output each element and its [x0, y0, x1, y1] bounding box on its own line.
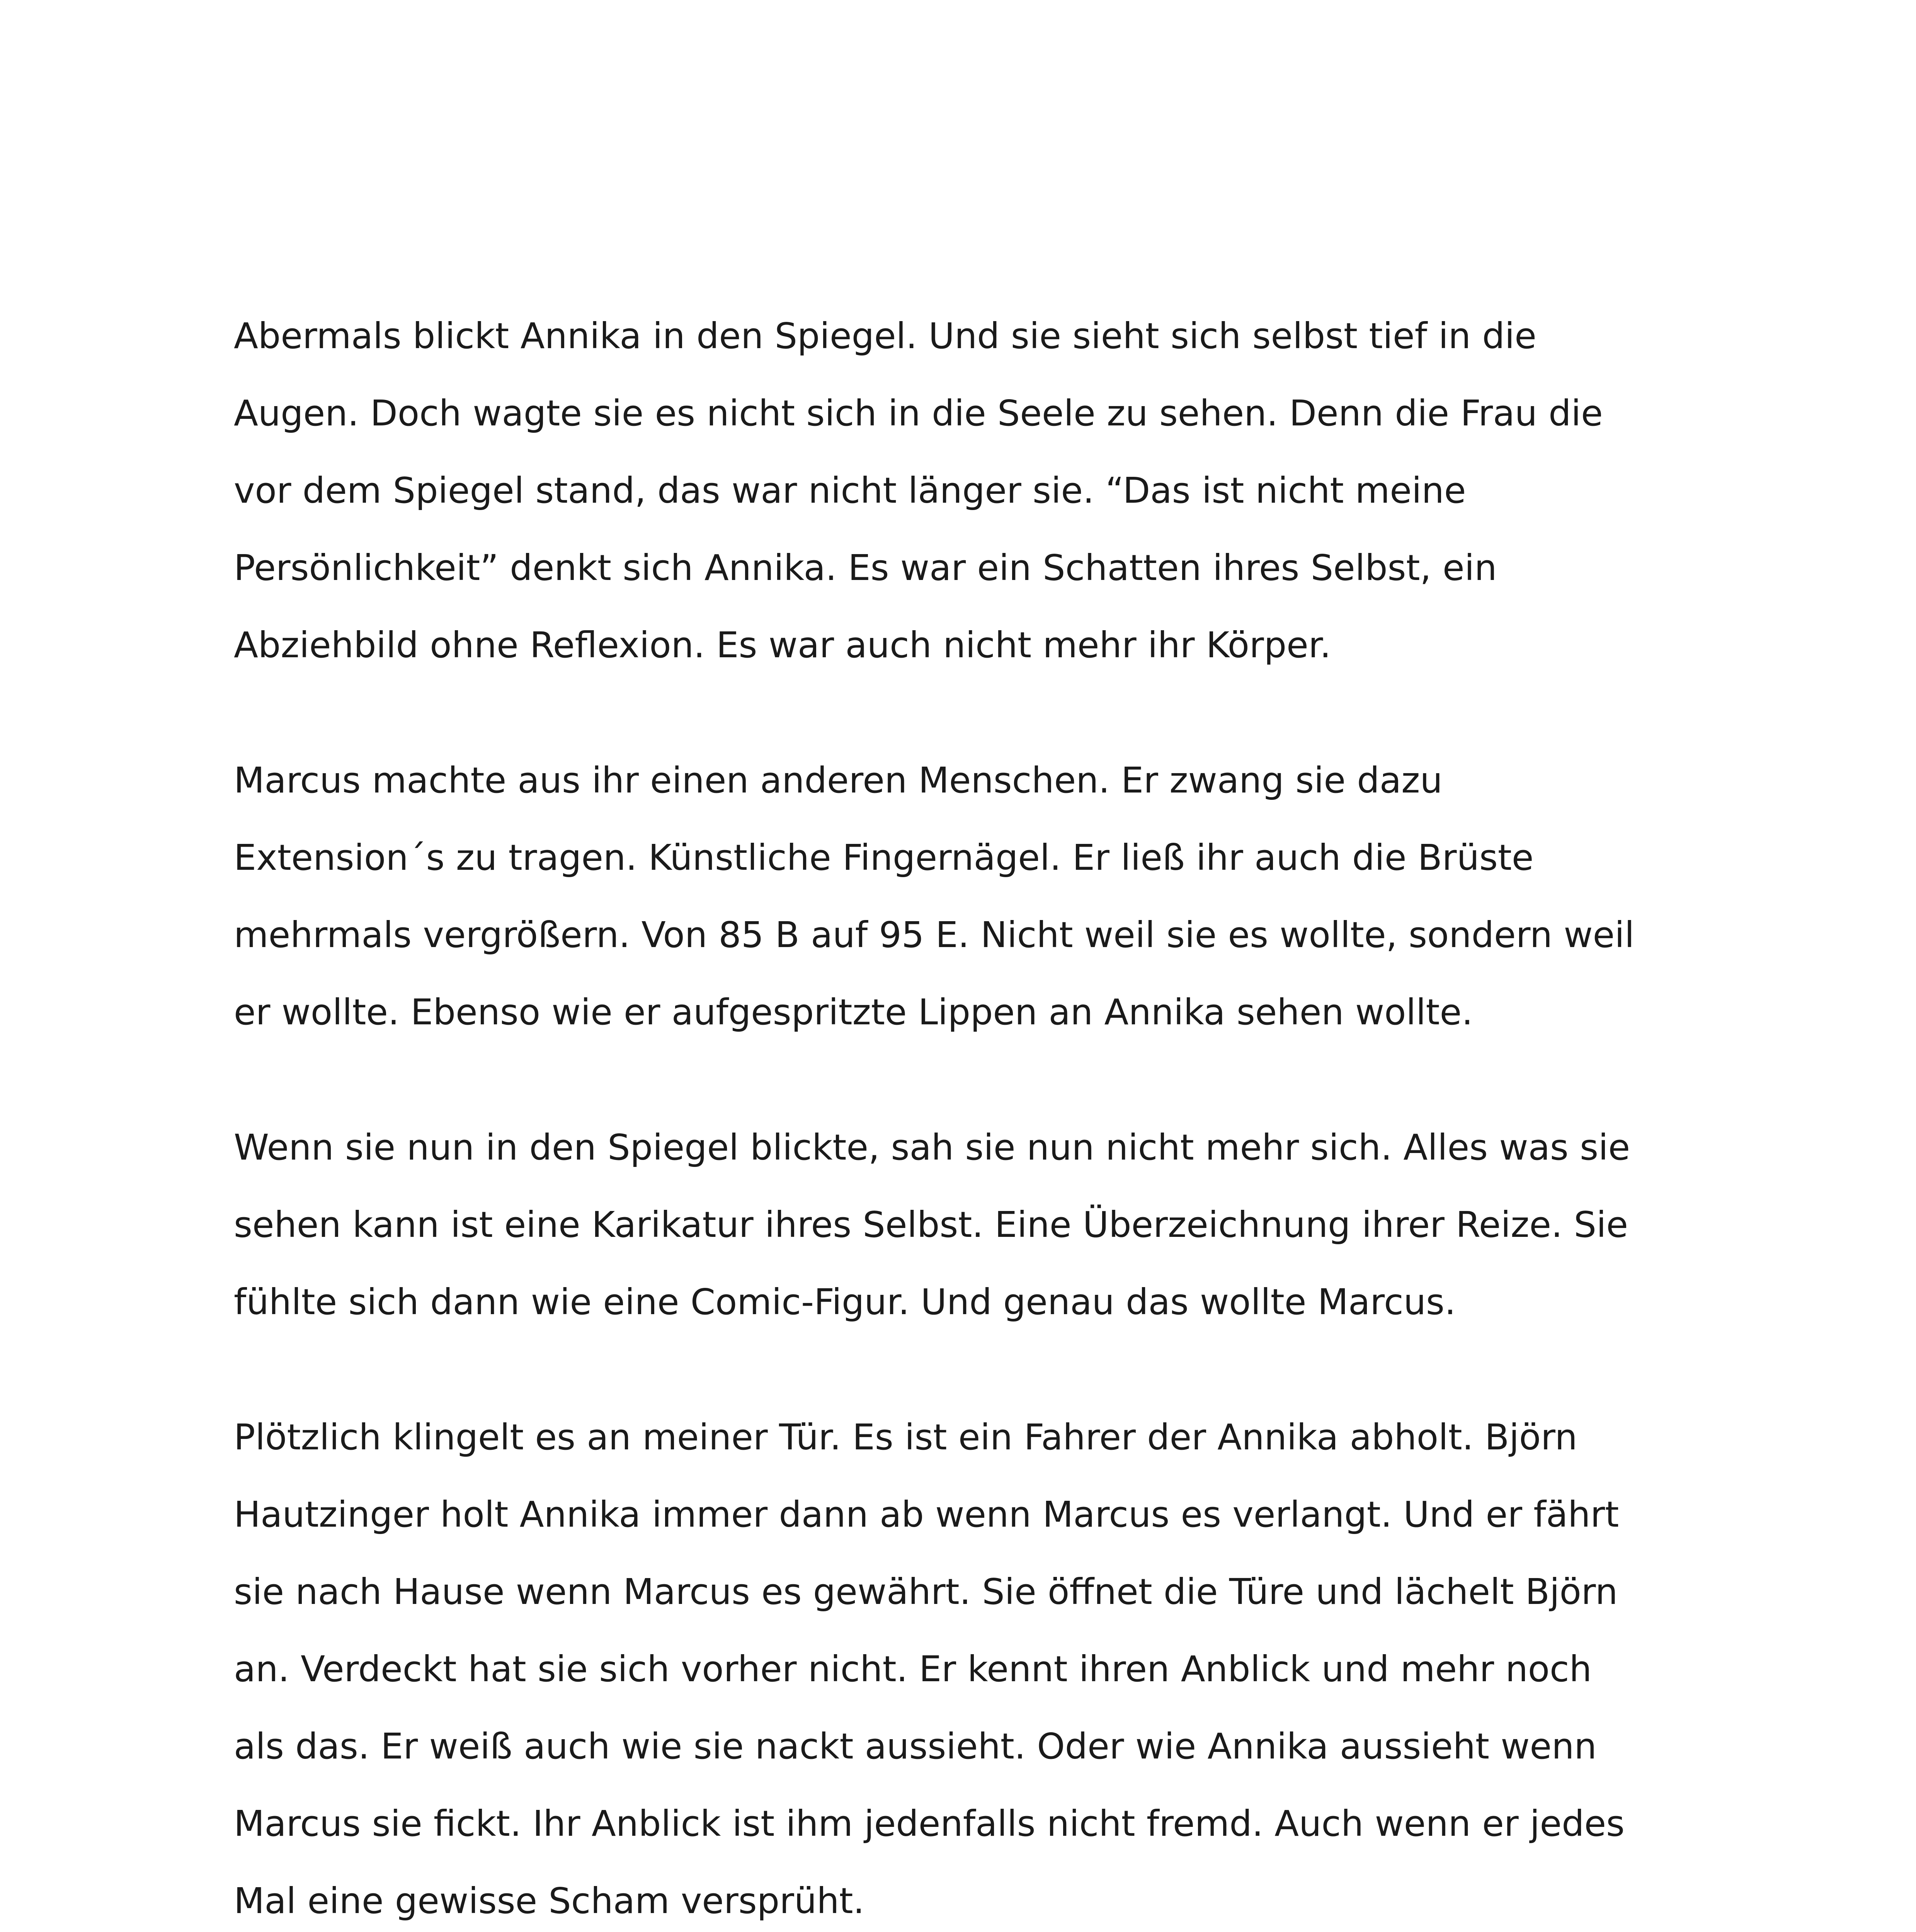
text-line: er wollte. Ebenso wie er aufgespritzte Lippen an Annika sehen wollte.: [234, 992, 1473, 1033]
text-line: Persönlichkeit” denkt sich Annika. Es war ein Schatten ihres Selbst, ein: [234, 547, 1497, 588]
paragraph-1: [234, 298, 1741, 684]
paragraph-4: [234, 1399, 1741, 1932]
paragraph-3: [234, 1109, 1741, 1341]
text-line: an. Verdeckt hat sie sich vorher nicht. Er kennt ihren Anblick und mehr noch: [234, 1648, 1592, 1690]
text-line: Extension´s zu tragen. Künstliche Fingernägel. Er ließ ihr auch die Brüste: [234, 837, 1534, 878]
document-body: [234, 298, 1741, 1932]
text-line: vor dem Spiegel stand, das war nicht länger sie. “Das ist nicht meine: [234, 470, 1466, 511]
text-line: Wenn sie nun in den Spiegel blickte, sah sie nun nicht mehr sich. Alles was sie: [234, 1127, 1630, 1168]
text-line: als das. Er weiß auch wie sie nackt aussieht. Oder wie Annika aussieht wenn: [234, 1726, 1597, 1767]
text-line: Mal eine gewisse Scham versprüht.: [234, 1880, 864, 1922]
text-line: Abermals blickt Annika in den Spiegel. Und sie sieht sich selbst tief in die: [234, 315, 1537, 357]
text-line: Augen. Doch wagte sie es nicht sich in die Seele zu sehen. Denn die Frau die: [234, 393, 1603, 434]
text-line: sie nach Hause wenn Marcus es gewährt. Sie öffnet die Türe und lächelt Björn: [234, 1571, 1618, 1612]
text-line: fühlte sich dann wie eine Comic-Figur. Und genau das wollte Marcus.: [234, 1281, 1456, 1323]
text-line: Marcus sie fickt. Ihr Anblick ist ihm jedenfalls nicht fremd. Auch wenn er jedes: [234, 1803, 1625, 1844]
text-line: Plötzlich klingelt es an meiner Tür. Es ist ein Fahrer der Annika abholt. Björn: [234, 1417, 1577, 1458]
paragraph-2: [234, 742, 1741, 1051]
text-line: Hautzinger holt Annika immer dann ab wenn Marcus es verlangt. Und er fährt: [234, 1494, 1619, 1535]
text-line: mehrmals vergrößern. Von 85 B auf 95 E. Nicht weil sie es wollte, sondern weil: [234, 914, 1635, 956]
text-line: sehen kann ist eine Karikatur ihres Selbst. Eine Überzeichnung ihrer Reize. Sie: [234, 1204, 1628, 1245]
text-line: Marcus machte aus ihr einen anderen Menschen. Er zwang sie dazu: [234, 760, 1443, 801]
text-line: Abziehbild ohne Reflexion. Es war auch nicht mehr ihr Körper.: [234, 624, 1331, 666]
